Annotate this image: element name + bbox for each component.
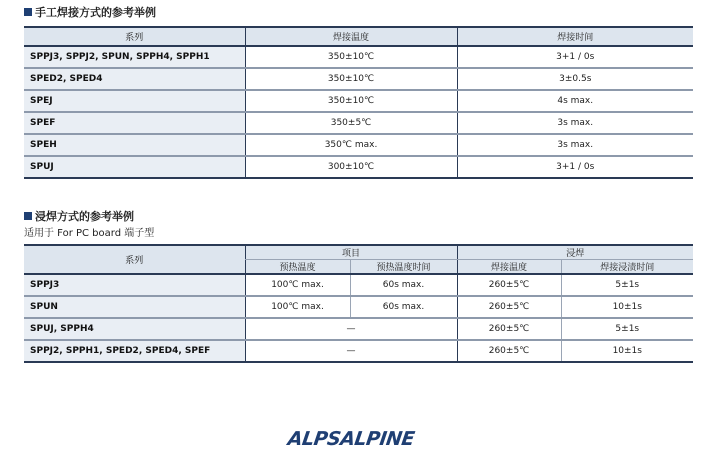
time-cell: 3+1 / 0s <box>457 156 693 178</box>
header-soldering-time: 焊接时间 <box>457 27 693 46</box>
temp-cell: 350±5℃ <box>245 112 457 134</box>
header-soldering-temp: 焊接温度 <box>245 27 457 46</box>
temp-cell: 350℃ max. <box>245 134 457 156</box>
temp-cell: 350±10℃ <box>245 46 457 68</box>
table-row <box>24 46 693 68</box>
time-cell: 10±1s <box>561 340 693 362</box>
temp-cell: 260±5℃ <box>457 318 561 340</box>
temp-cell: 260±5℃ <box>457 340 561 362</box>
preheat-time-cell: 60s max. <box>350 296 457 318</box>
temp-cell: 350±10℃ <box>245 90 457 112</box>
section-title-manual-soldering <box>24 4 156 20</box>
time-cell: 4s max. <box>457 90 693 112</box>
table-row <box>24 134 693 156</box>
table-row <box>24 90 693 112</box>
temp-cell: 260±5℃ <box>457 296 561 318</box>
section-title-dip-soldering <box>24 208 134 224</box>
header-preheat-time: 预热温度时间 <box>350 260 457 275</box>
header-soldering-temp: 焊接温度 <box>457 260 561 275</box>
time-cell: 3±0.5s <box>457 68 693 90</box>
series-cell: SPUJ <box>24 156 245 178</box>
temp-cell: 350±10℃ <box>245 68 457 90</box>
square-bullet-icon <box>24 212 32 220</box>
section-title-text: 浸焊方式的参考举例 <box>35 210 134 223</box>
time-cell: 5±1s <box>561 318 693 340</box>
time-cell: 3s max. <box>457 112 693 134</box>
temp-cell: 300±10℃ <box>245 156 457 178</box>
series-cell: SPEF <box>24 112 245 134</box>
time-cell: 5±1s <box>561 274 693 296</box>
time-cell: 3s max. <box>457 134 693 156</box>
temp-cell: 260±5℃ <box>457 274 561 296</box>
header-group-dip: 浸焊 <box>457 245 693 260</box>
alpsalpine-logo: ALPSALPINE <box>286 428 416 450</box>
table-row <box>24 340 693 362</box>
table-row <box>24 112 693 134</box>
series-cell: SPUN <box>24 296 245 318</box>
time-cell: 10±1s <box>561 296 693 318</box>
preheat-time-cell: 60s max. <box>350 274 457 296</box>
series-cell: SPPJ3, SPPJ2, SPUN, SPPH4, SPPH1 <box>24 46 245 68</box>
table-group-header-row <box>24 245 693 260</box>
series-cell: SPEJ <box>24 90 245 112</box>
time-cell: 3+1 / 0s <box>457 46 693 68</box>
section-subtitle: 适用于 For PC board 端子型 <box>24 228 155 239</box>
section-title-text: 手工焊接方式的参考举例 <box>35 6 156 19</box>
series-cell: SPEH <box>24 134 245 156</box>
table-row <box>24 68 693 90</box>
merged-dash-cell: — <box>245 318 457 340</box>
series-cell: SPPJ2, SPPH1, SPED2, SPED4, SPEF <box>24 340 245 362</box>
dip-soldering-table <box>24 244 693 363</box>
series-cell: SPUJ, SPPH4 <box>24 318 245 340</box>
header-preheat-temp: 预热温度 <box>245 260 350 275</box>
series-cell: SPPJ3 <box>24 274 245 296</box>
header-series: 系列 <box>24 27 245 46</box>
header-group-item: 项目 <box>245 245 457 260</box>
manual-soldering-table <box>24 26 693 179</box>
table-row <box>24 296 693 318</box>
table-row <box>24 318 693 340</box>
series-cell: SPED2, SPED4 <box>24 68 245 90</box>
square-bullet-icon <box>24 8 32 16</box>
table-row <box>24 274 693 296</box>
preheat-temp-cell: 100℃ max. <box>245 296 350 318</box>
merged-dash-cell: — <box>245 340 457 362</box>
header-dip-time: 焊接浸渍时间 <box>561 260 693 275</box>
preheat-temp-cell: 100℃ max. <box>245 274 350 296</box>
header-series: 系列 <box>24 245 245 274</box>
table-row <box>24 156 693 178</box>
table-header-row <box>24 27 693 46</box>
